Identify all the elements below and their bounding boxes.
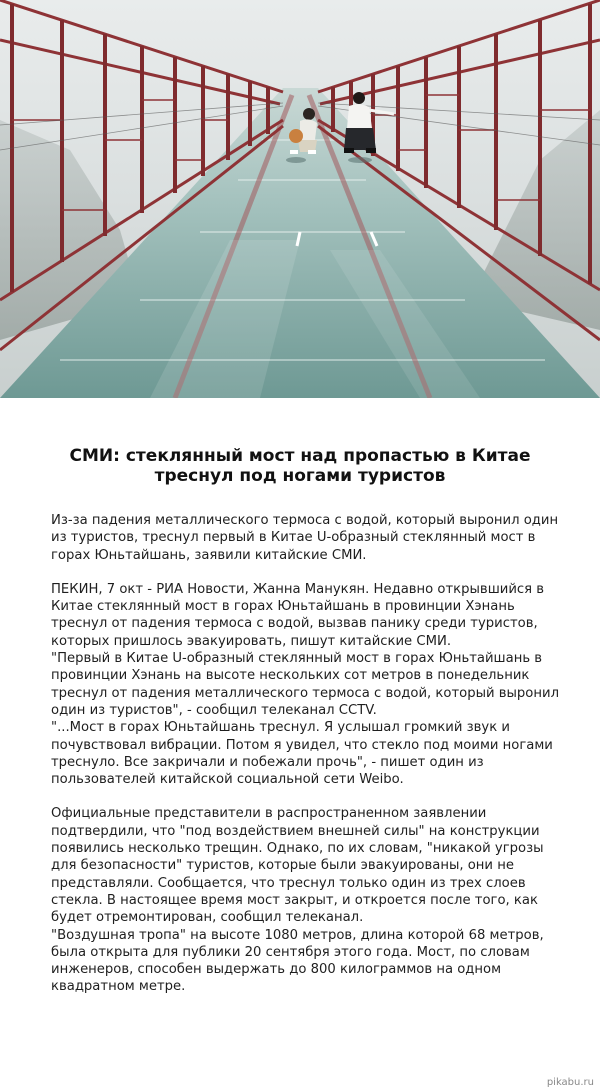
bridge-illustration bbox=[0, 0, 600, 398]
article-lead: Из-за падения металлического термоса с водой, который выронил один из туристов, треснул первый в Китае U-образный стеклянный мост в горах Юньтайшань, заявили китайские СМИ. bbox=[51, 513, 559, 563]
article-body bbox=[51, 512, 566, 996]
article-paragraph-2: "Первый в Китае U-образный стеклянный мост в горах Юньтайшань в провинции Хэнань на высоте нескольких сот метров в понедельник треснул от падения металлического термоса с водой, который выронил один из туристов", - сообщил телеканал CCTV. bbox=[51, 651, 559, 718]
pikabu-watermark: pikabu.ru bbox=[546, 1077, 594, 1088]
article-paragraph-1: ПЕКИН, 7 окт - РИА Новости, Жанна Манукян. Недавно открывшийся в Китае стеклянный мост в горах Юньтайшань в провинции Хэнань треснул от падения термоса с водой, вызвав панику среди туристов, которых пришлось эвакуировать, пишут китайские СМИ. bbox=[51, 581, 545, 649]
article-paragraph-3: "...Мост в горах Юньтайшань треснул. Я услышал громкий звук и почувствовал вибрации. Потом я увидел, что стекло под моими ногами треснуло. Все закричали и побежали прочь", - пишет один из пользователей китайской социальной сети Weibo. bbox=[51, 720, 553, 788]
article-paragraph-5: "Воздушная тропа" на высоте 1080 метров, длина которой 68 метров, была открыта для публики 20 сентября этого года. Мост, по словам инженеров, способен выдержать до 800 килограммов на одном квадратном метре. bbox=[51, 927, 544, 995]
article-paragraph-4: Официальные представители в распространенном заявлении подтвердили, что "под воздействием внешней силы" на конструкции появились несколько трещин. Однако, по их словам, "никакой угрозы для безопасности" туристов, которые были эвакуированы, они не представляли. Сообщается, что треснул только один из трех слоев стекла. В настоящее время мост закрыт, и откроется после того, как будет отремонтирован, сообщил телеканал. bbox=[51, 806, 544, 926]
glass-bridge-photo bbox=[0, 0, 600, 398]
article-headline: СМИ: стеклянный мост над пропастью в Китае треснул под ногами туристов bbox=[69, 446, 531, 486]
